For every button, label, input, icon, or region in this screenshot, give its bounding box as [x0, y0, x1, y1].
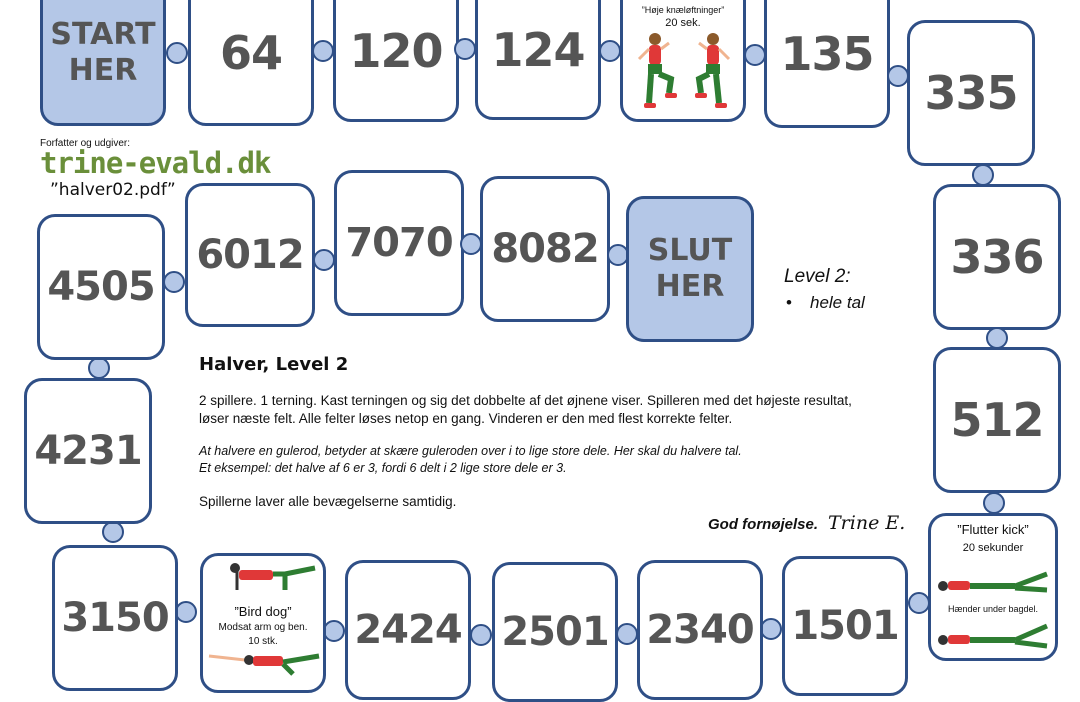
tile-124	[475, 0, 601, 120]
exercise-tile-flutter-kick	[928, 513, 1058, 661]
exercise-duration: 20 sekunder	[962, 542, 1024, 554]
start-tile	[40, 0, 166, 126]
path-dot	[599, 40, 621, 62]
tile-number: 8082	[491, 226, 599, 272]
flutter-kick-figure-icon	[935, 620, 1055, 650]
high-knees-figure-icon	[629, 31, 741, 113]
path-dot	[470, 624, 492, 646]
tile-number: 3150	[61, 595, 169, 641]
instructions-line: Spillerne laver alle bevægelserne samtidig.	[199, 494, 457, 509]
path-dot	[163, 271, 185, 293]
path-dot	[908, 592, 930, 614]
tile-number: 4505	[47, 264, 155, 310]
tile-4231	[24, 378, 152, 524]
tile-7070	[334, 170, 464, 316]
tile-number: 7070	[345, 220, 453, 266]
tile-336	[933, 184, 1061, 330]
path-dot	[312, 40, 334, 62]
end-tile	[626, 196, 754, 342]
tile-number: 335	[924, 66, 1018, 120]
tile-1501	[782, 556, 908, 696]
tile-3150	[52, 545, 178, 691]
tile-4505	[37, 214, 165, 360]
tile-64	[188, 0, 314, 126]
exercise-note: Modsat arm og ben.	[218, 622, 308, 633]
tile-number: 1501	[791, 603, 899, 649]
exercise-title: ”Flutter kick”	[957, 522, 1029, 537]
tile-number: 2424	[354, 607, 462, 653]
exercise-note: Hænder under bagdel.	[947, 604, 1039, 614]
exercise-title: ”Høje knæløftninger”	[641, 5, 725, 15]
path-dot	[744, 44, 766, 66]
path-dot	[986, 327, 1008, 349]
path-dot	[166, 42, 188, 64]
exercise-title: ”Bird dog”	[234, 604, 292, 619]
instructions-line: 2 spillere. 1 terning. Kast terningen og sig det dobbelte af det øjnene viser. Spilleren med det højeste resultat,	[199, 393, 852, 408]
end-label: SLUT HER	[647, 233, 733, 304]
tile-2501	[492, 562, 618, 702]
path-dot	[887, 65, 909, 87]
tile-number: 135	[780, 27, 874, 81]
instructions-line: løser næste felt. Alle felter løses netop en gang. Vinderen er den med flest korrekte felter.	[199, 411, 733, 426]
tile-135	[764, 0, 890, 128]
path-dot	[454, 38, 476, 60]
path-dot	[760, 618, 782, 640]
path-dot	[983, 492, 1005, 514]
tile-512	[933, 347, 1061, 493]
instructions-title: Halver, Level 2	[199, 354, 349, 375]
tile-120	[333, 0, 459, 122]
author-label: Forfatter og udgiver:	[40, 138, 131, 149]
bird-dog-figure-icon	[223, 560, 319, 594]
exercise-tile-high-knees	[620, 0, 746, 122]
exercise-duration: 20 sek.	[665, 17, 701, 29]
path-dot	[460, 233, 482, 255]
tile-number: 512	[950, 393, 1044, 447]
signoff: God fornøjelse.	[708, 516, 819, 533]
tile-number: 64	[219, 26, 282, 80]
level-title: Level 2:	[784, 266, 851, 287]
tile-number: 336	[950, 230, 1044, 284]
tile-number: 6012	[196, 232, 304, 278]
file-name: ”halver02.pdf”	[50, 180, 176, 200]
path-dot	[102, 521, 124, 543]
exercise-tile-bird-dog	[200, 553, 326, 693]
tile-number: 2501	[501, 609, 609, 655]
tile-6012	[185, 183, 315, 327]
path-dot	[88, 357, 110, 379]
signature: Trine E.	[828, 512, 906, 534]
tile-number: 4231	[34, 428, 142, 474]
level-bullet-dot: •	[786, 293, 792, 312]
tile-number: 124	[491, 23, 585, 77]
exercise-count: 10 stk.	[248, 636, 278, 647]
instructions-line: Et eksempel: det halve af 6 er 3, fordi 6 delt i 2 lige store dele er 3.	[199, 461, 567, 475]
tile-2424	[345, 560, 471, 700]
tile-8082	[480, 176, 610, 322]
instructions-line: At halvere en gulerod, betyder at skære guleroden over i to lige store dele. Her skal du halvere tal.	[199, 444, 742, 458]
bird-dog-figure-icon	[207, 650, 323, 676]
tile-2340	[637, 560, 763, 700]
level-bullet: hele tal	[810, 293, 865, 312]
author-logo: trine-evald.dk	[40, 146, 271, 180]
tile-number: 120	[349, 24, 443, 78]
tile-number: 2340	[646, 607, 754, 653]
path-dot	[313, 249, 335, 271]
start-label: START HER	[50, 17, 156, 88]
path-dot	[972, 164, 994, 186]
flutter-kick-figure-icon	[935, 566, 1055, 596]
path-dot	[323, 620, 345, 642]
tile-335	[907, 20, 1035, 166]
path-dot	[175, 601, 197, 623]
path-dot	[616, 623, 638, 645]
